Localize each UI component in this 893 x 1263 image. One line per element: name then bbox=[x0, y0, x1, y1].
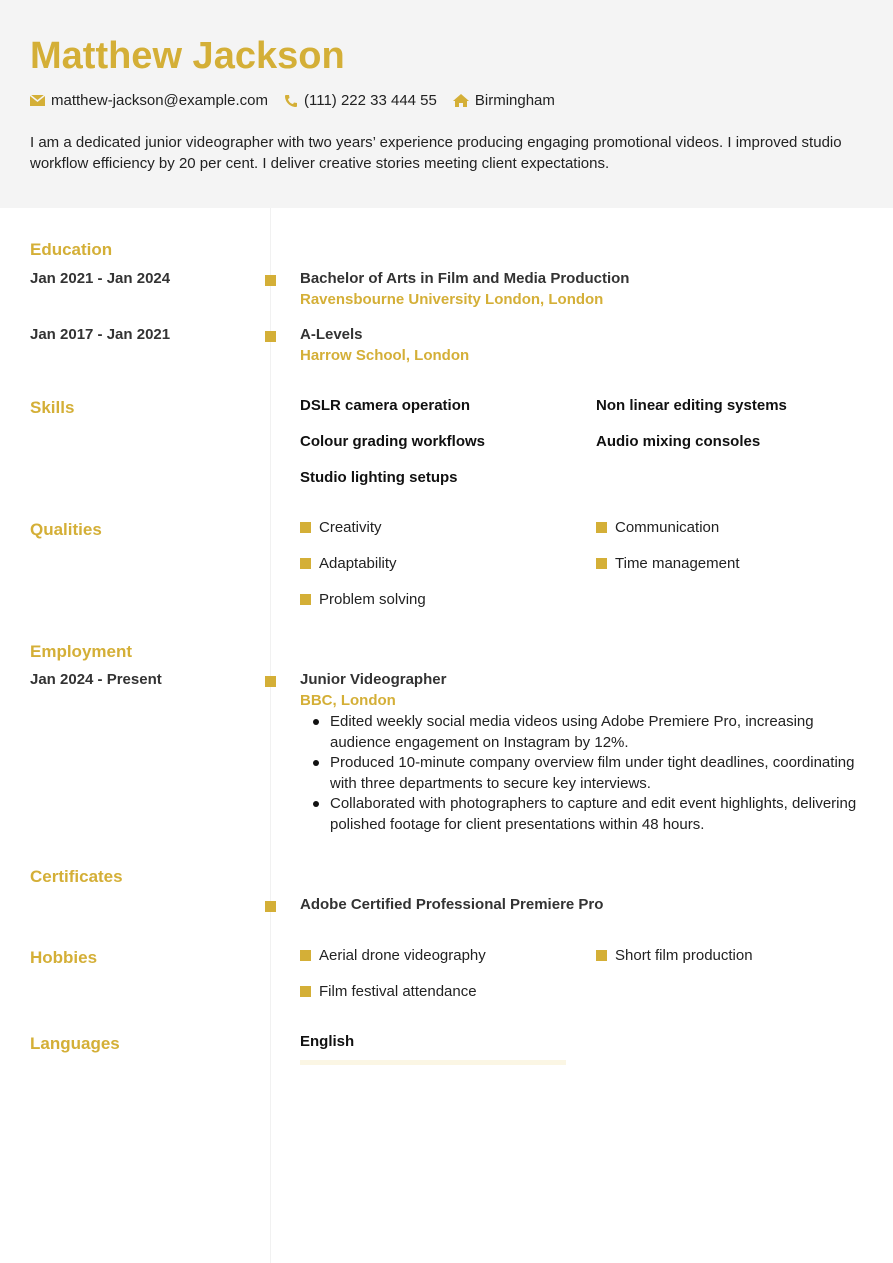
duty-item: Collaborated with photographers to capture and edit event highlights, delivering polished footage for client presentations within 48 hours. bbox=[300, 794, 865, 835]
qualities-title: Qualities bbox=[30, 520, 102, 539]
quality-label: Problem solving bbox=[319, 591, 426, 608]
education-school: Ravensbourne University London, London bbox=[300, 291, 604, 308]
timeline-divider bbox=[270, 208, 271, 1263]
profile-summary: I am a dedicated junior videographer with two years’ experience producing engaging promotional videos. I improved studio workflow efficiency by 20 per cent. I deliver creative stories meeting client expectations. bbox=[30, 134, 842, 172]
skill-item: Non linear editing systems bbox=[596, 397, 787, 414]
square-bullet-icon bbox=[596, 950, 607, 961]
employment-title: Employment bbox=[30, 642, 133, 661]
quality-item bbox=[300, 555, 397, 572]
square-bullet-icon bbox=[300, 986, 311, 997]
contact-location bbox=[453, 92, 555, 109]
education-degree: Bachelor of Arts in Film and Media Production bbox=[300, 270, 630, 287]
hobbies-title: Hobbies bbox=[30, 948, 98, 967]
hobby-item bbox=[596, 947, 753, 964]
home-icon bbox=[453, 94, 469, 107]
education-date: Jan 2017 - Jan 2021 bbox=[30, 326, 171, 343]
education-date: Jan 2021 - Jan 2024 bbox=[30, 270, 171, 287]
quality-item bbox=[596, 555, 740, 572]
skill-item: DSLR camera operation bbox=[300, 397, 471, 414]
phone-icon bbox=[284, 94, 298, 108]
skill-item: Audio mixing consoles bbox=[596, 433, 761, 450]
hobby-label: Aerial drone videography bbox=[319, 947, 486, 964]
certificates-title: Certificates bbox=[30, 867, 123, 886]
quality-item bbox=[300, 591, 426, 608]
job-title: Junior Videographer bbox=[300, 671, 447, 688]
quality-label: Creativity bbox=[319, 519, 382, 536]
hobby-label: Film festival attendance bbox=[319, 983, 477, 1000]
quality-item bbox=[596, 519, 719, 536]
resume-header bbox=[0, 0, 893, 208]
skill-item: Colour grading workflows bbox=[300, 433, 486, 450]
job-duties bbox=[300, 712, 865, 835]
timeline-marker bbox=[265, 275, 276, 286]
skills-title: Skills bbox=[30, 398, 75, 417]
square-bullet-icon bbox=[596, 558, 607, 569]
quality-label: Time management bbox=[615, 555, 740, 572]
quality-label: Communication bbox=[615, 519, 720, 536]
candidate-name: Matthew Jackson bbox=[30, 35, 345, 77]
duty-item: Edited weekly social media videos using Adobe Premiere Pro, increasing audience engagement on Instagram by 12%. bbox=[300, 712, 865, 753]
hobby-label: Short film production bbox=[615, 947, 753, 964]
square-bullet-icon bbox=[300, 522, 311, 533]
education-title: Education bbox=[30, 240, 113, 259]
skill-item: Studio lighting setups bbox=[300, 469, 458, 486]
languages-title: Languages bbox=[30, 1034, 120, 1053]
quality-item bbox=[300, 519, 382, 536]
email-text: matthew-jackson@example.com bbox=[51, 92, 268, 109]
certificate-name: Adobe Certified Professional Premiere Pro bbox=[300, 896, 604, 913]
hobby-item bbox=[300, 947, 486, 964]
square-bullet-icon bbox=[596, 522, 607, 533]
education-school: Harrow School, London bbox=[300, 347, 470, 364]
language-level-bar bbox=[300, 1060, 566, 1065]
timeline-marker bbox=[265, 676, 276, 687]
contact-email bbox=[30, 92, 268, 109]
square-bullet-icon bbox=[300, 950, 311, 961]
timeline-marker bbox=[265, 901, 276, 912]
square-bullet-icon bbox=[300, 558, 311, 569]
contact-phone bbox=[284, 92, 437, 109]
timeline-marker bbox=[265, 331, 276, 342]
education-degree: A-Levels bbox=[300, 326, 363, 343]
square-bullet-icon bbox=[300, 594, 311, 605]
employment-date: Jan 2024 - Present bbox=[30, 671, 162, 688]
language-name: English bbox=[300, 1033, 355, 1050]
contact-info bbox=[30, 92, 863, 109]
hobby-item bbox=[300, 983, 477, 1000]
envelope-icon bbox=[30, 95, 45, 106]
employer: BBC, London bbox=[300, 692, 396, 709]
duty-item: Produced 10-minute company overview film under tight deadlines, coordinating with three departments to secure key interviews. bbox=[300, 753, 865, 794]
quality-label: Adaptability bbox=[319, 555, 397, 572]
phone-text: (111) 222 33 444 55 bbox=[303, 92, 437, 109]
location-text: Birmingham bbox=[474, 92, 555, 109]
